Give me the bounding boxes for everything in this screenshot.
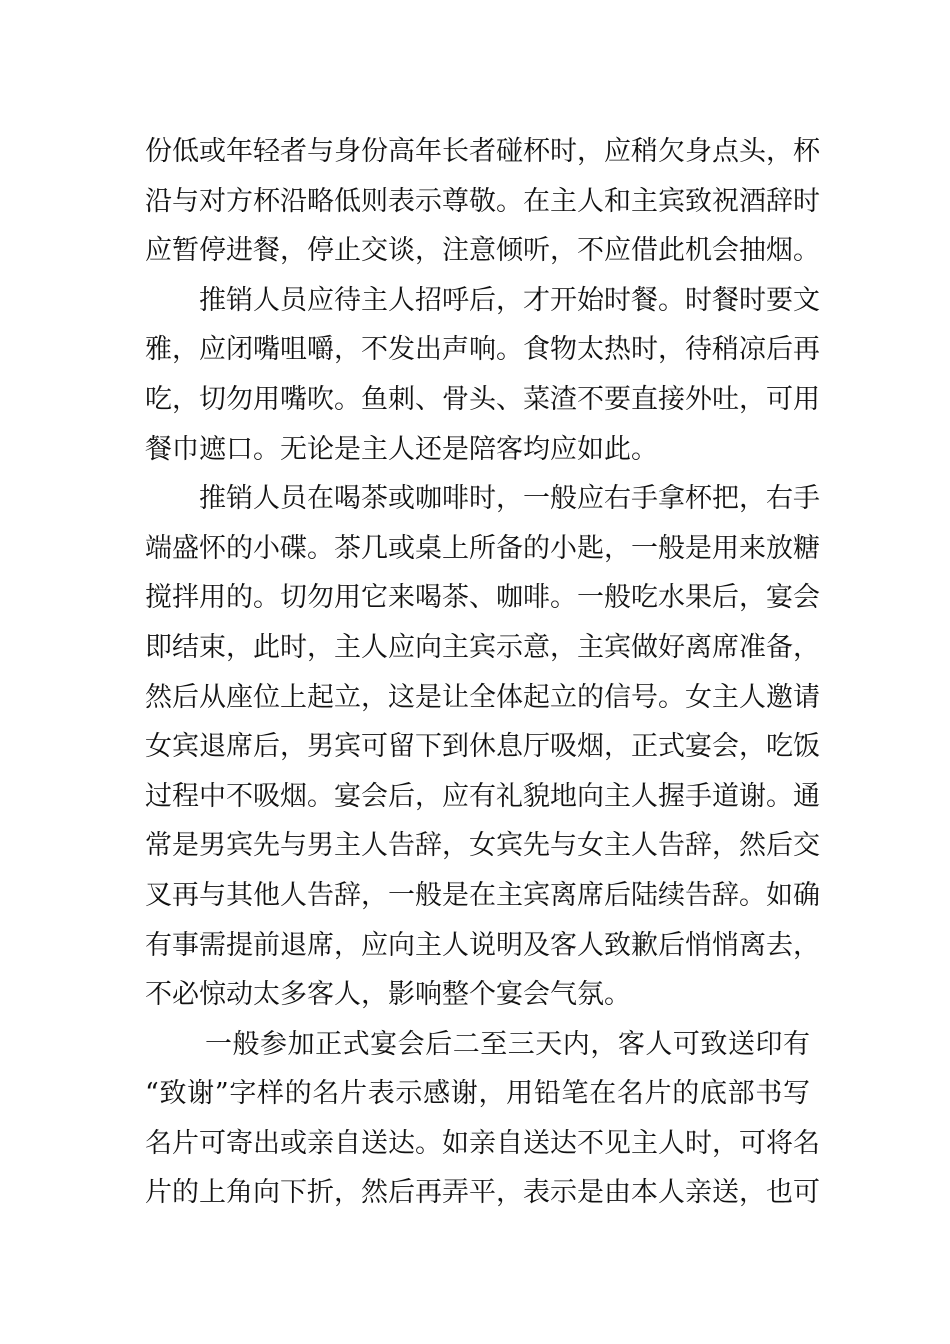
text-line: “致谢”字样的名片表示感谢，用铅笔在名片的底部书写 (145, 1078, 810, 1110)
text-line: 女宾退席后，男宾可留下到休息厅吸烟，正式宴会，吃饭 (145, 731, 820, 763)
text-line: 份低或年轻者与身份高年长者碰杯时，应稍欠身点头，杯 (145, 136, 820, 167)
text-line: 叉再与其他人告辞，一般是在主宾离席后陆续告辞。如确 (145, 879, 820, 911)
text-line: 一般参加正式宴会后二至三天内，客人可致送印有 (205, 1028, 810, 1060)
text-line: 推销人员在喝茶或咖啡时，一般应右手拿杯把，右手 (199, 483, 820, 515)
text-line: 推销人员应待主人招呼后，才开始时餐。时餐时要文 (199, 284, 820, 316)
text-line: 然后从座位上起立，这是让全体起立的信号。女主人邀请 (145, 681, 820, 713)
text-line: 有事需提前退席，应向主人说明及客人致歉后悄悄离去， (145, 929, 820, 961)
text-line: 片的上角向下折，然后再弄平，表示是由本人亲送，也可 (145, 1177, 820, 1209)
text-line: 即结束，此时，主人应向主宾示意，主宾做好离席准备， (145, 631, 820, 663)
text-line: 端盛怀的小碟。茶几或桌上所备的小匙，一般是用来放糖 (145, 532, 820, 564)
text-line: 过程中不吸烟。宴会后，应有礼貌地向主人握手道谢。通 (145, 780, 820, 812)
text-line: 雅，应闭嘴咀嚼，不发出声响。食物太热时，待稍凉后再 (145, 334, 820, 366)
body-text (145, 127, 820, 1218)
text-line: 餐巾遮口。无论是主人还是陪客均应如此。 (145, 433, 658, 465)
text-line: 名片可寄出或亲自送达。如亲自送达不见主人时，可将名 (145, 1127, 820, 1159)
text-line: 应暂停进餐，停止交谈，注意倾听，不应借此机会抽烟。 (145, 235, 820, 267)
text-line: 吃，切勿用嘴吹。鱼刺、骨头、菜渣不要直接外吐，可用 (145, 383, 820, 415)
text-line: 常是男宾先与男主人告辞，女宾先与女主人告辞，然后交 (145, 830, 820, 862)
text-line: 搅拌用的。切勿用它来喝茶、咖啡。一般吃水果后，宴会 (145, 582, 820, 614)
text-line: 不必惊动太多客人，影响整个宴会气氛。 (145, 979, 631, 1011)
text-line: 沿与对方杯沿略低则表示尊敬。在主人和主宾致祝酒辞时 (145, 185, 820, 217)
